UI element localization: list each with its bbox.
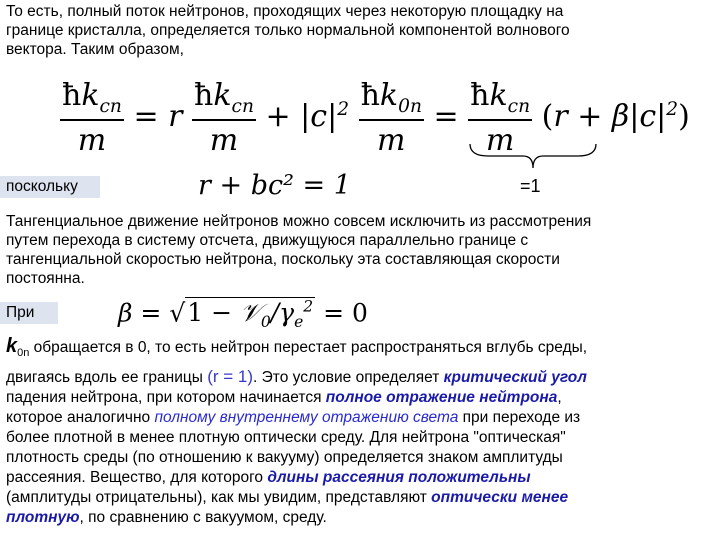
- since-label: поскольку: [0, 176, 100, 198]
- frac-term: $\frac{ħk_{cn}}{m}$: [194, 78, 254, 158]
- tangential-line: тангенциальной скоростью нейтрона, поскольку эта составляющая скорости: [6, 251, 560, 268]
- intro-line: вектора. Таким образом,: [6, 41, 184, 58]
- frac-term: $\frac{ħk_{cn}}{m}$: [62, 78, 122, 158]
- intro-line: границе кристалла, определяется только нормальной компонентой волнового: [6, 22, 570, 39]
- total-reflection-term: полное отражение нейтрона: [325, 389, 558, 407]
- condition-line: рассеяния. Вещество, для которого длины рассеяния положительны: [6, 469, 531, 487]
- curly-brace: [468, 142, 598, 172]
- intro-paragraph: [6, 2, 714, 59]
- condition-paragraph: [6, 336, 714, 528]
- tangential-line: путем перехода в систему отсчета, движущуюся параллельно границе с: [6, 232, 529, 249]
- condition-line: двигаясь вдоль ее границы (r = 1). Это условие определяет критический угол: [6, 367, 587, 387]
- tangential-line: постоянна.: [6, 270, 85, 287]
- condition-line: плотность среды (по отношению к вакууму) определяется знаком амплитуды: [6, 449, 563, 467]
- normalization-equation: r + bc² = 1: [198, 170, 351, 201]
- frac-term: $\frac{ħk_{cn}}{m}$: [470, 78, 531, 158]
- frac-term: $\frac{ħk_{0n}}{m}$: [360, 78, 422, 158]
- tangential-paragraph: [6, 212, 714, 288]
- when-label: При: [0, 302, 58, 324]
- r-equals-one: (r = 1): [207, 367, 254, 387]
- flux-equation: $\frac{ħk_{cn}}{m}$ = r $\frac{ħk_{cn}}{m}$ + $|c|^2$ $\frac{ħk_{0n}}{m}$ = $\frac{ħk_{cn}}{m}$ $(r + \beta|c|^2)$: [62, 78, 690, 158]
- brace-result: =1: [520, 176, 541, 196]
- condition-line: более плотной в менее плотную оптически среду. Для нейтрона "оптическая": [6, 429, 566, 447]
- light-reflection-term: полному внутреннему отражению света: [154, 409, 459, 427]
- dense-term: плотную: [6, 509, 80, 527]
- condition-line: (амплитуды отрицательны), как мы увидим, представляют оптически менее: [6, 489, 569, 507]
- optically-less-term: оптически менее: [431, 489, 569, 507]
- beta-equation: $\beta = √1 - 𝒱_0/\gamma_e^2 = 0$: [118, 298, 368, 332]
- condition-line: которое аналогично полному внутреннему отражению света при переходе из: [6, 409, 581, 427]
- scattering-length-term: длины рассеяния положительны: [267, 469, 531, 487]
- condition-line: $k_{0n}$ обращается в 0, то есть нейтрон перестает распространяться вглубь среды,: [6, 335, 588, 360]
- k-subscript: 0n: [17, 347, 30, 360]
- condition-line: плотную, по сравнению с вакуумом, среду.: [6, 509, 327, 527]
- k-symbol: k: [6, 335, 18, 357]
- condition-line: падения нейтрона, при котором начинается полное отражение нейтрона,: [6, 389, 562, 407]
- critical-angle-term: критический угол: [443, 369, 587, 387]
- intro-line: То есть, полный поток нейтронов, проходящих через некоторую площадку на: [6, 3, 564, 20]
- tangential-line: Тангенциальное движение нейтронов можно совсем исключить из рассмотрения: [6, 213, 592, 230]
